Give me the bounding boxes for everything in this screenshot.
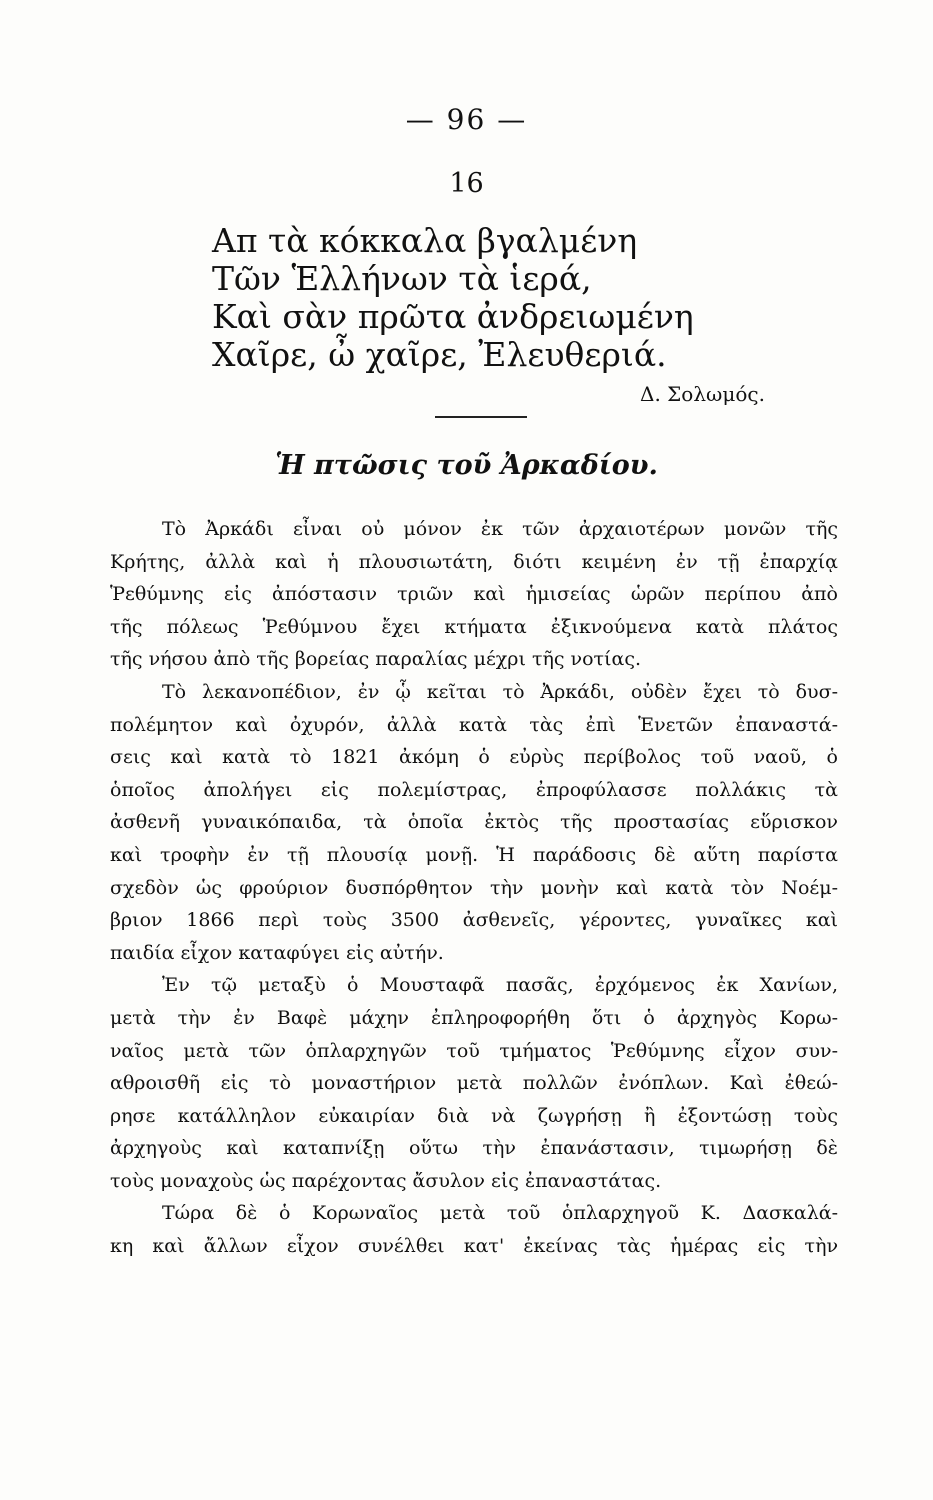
poem-line: Απ τὰ κόκκαλα βγαλμένη [212,221,638,260]
poem-line: Καὶ σὰν πρῶτα ἀνδρειωμένη [212,297,694,336]
page-number: — 96 — [405,103,528,136]
text-line: τοὺς μοναχοὺς ὡς παρέχοντας ἄσυλον εἰς ἐπαναστάτας. [110,1169,662,1192]
text-line: Τώρα δὲ ὁ Κορωναῖος μετὰ τοῦ ὁπλαρχηγοῦ Κ. Δασκαλά- [162,1202,838,1225]
text-line: Ῥεθύμνης εἰς ἀπόστασιν τριῶν καὶ ἡμισείας ὡρῶν περίπου ἀπὸ [110,583,838,606]
text-line: κη καὶ ἄλλων εἶχον συνέλθει κατ' ἐκείνας τὰς ἡμέρας εἰς τὴν [110,1235,838,1258]
poem-epigraph [212,222,692,374]
text-line: πολέμητον καὶ ὀχυρόν, ἀλλὰ κατὰ τὰς ἐπὶ Ἑνετῶν ἐπαναστά- [110,713,838,736]
poem-line: Χαῖρε, ὦ χαῖρε, Ἐλευθεριά. [212,335,667,374]
body-text [110,513,838,1263]
text-line: σχεδὸν ὡς φρούριον δυσπόρθητον τὴν μονὴν καὶ κατὰ τὸν Νοέμ- [110,876,838,899]
text-line: ναῖος μετὰ τῶν ὁπλαρχηγῶν τοῦ τμήματος Ῥεθύμνης εἶχον συν- [110,1039,838,1062]
text-line: μετὰ τὴν ἐν Βαφὲ μάχην ἐπληροφορήθη ὅτι ὁ ἀρχηγὸς Κορω- [110,1006,838,1029]
text-line: καὶ τροφὴν ἐν τῇ πλουσίᾳ μονῇ. Ἡ παράδοσις δὲ αὕτη παρίστα [110,843,838,866]
section-divider [435,416,527,418]
text-line: σεις καὶ κατὰ τὸ 1821 ἀκόμη ὁ εὐρὺς περίβολος τοῦ ναοῦ, ὁ [110,746,838,769]
poem-attribution: Δ. Σολωμός. [640,382,765,406]
text-line: ἀρχηγοὺς καὶ καταπνίξῃ οὕτω τὴν ἐπανάστασιν, τιμωρήσῃ δὲ [110,1137,838,1160]
text-line: ρησε κατάλληλον εὐκαιρίαν διὰ νὰ ζωγρήσῃ ἢ ἐξοντώσῃ τοὺς [110,1104,838,1127]
text-line: ὁποῖος ἀπολήγει εἰς πολεμίστρας, ἐπροφύλασσε πολλάκις τὰ [110,778,838,801]
text-line: Ἐν τῷ μεταξὺ ὁ Μουσταφᾶ πασᾶς, ἐρχόμενος ἐκ Χανίων, [162,974,838,997]
text-line: ἀσθενῆ γυναικόπαιδα, τὰ ὁποῖα ἐκτὸς τῆς προστασίας εὕρισκον [110,811,838,834]
text-line: τῆς πόλεως Ῥεθύμνου ἔχει κτήματα ἐξικνούμενα κατὰ πλάτος [110,615,838,638]
text-line: αθροισθῆ εἰς τὸ μοναστήριον μετὰ πολλῶν ἐνόπλων. Καὶ ἐθεώ- [110,1072,838,1095]
text-line: παιδία εἶχον καταφύγει εἰς αὐτήν. [110,941,444,964]
chapter-title: Ἡ πτῶσις τοῦ Ἀρκαδίου. [275,450,658,481]
text-line: Κρήτης, ἀλλὰ καὶ ἡ πλουσιωτάτη, διότι κειμένη ἐν τῇ ἐπαρχίᾳ [110,550,838,573]
text-line: Τὸ λεκανοπέδιον, ἐν ᾧ κεῖται τὸ Ἀρκάδι, οὐδὲν ἔχει τὸ δυσ- [162,680,838,703]
text-line: βριον 1866 περὶ τοὺς 3500 ἀσθενεῖς, γέροντες, γυναῖκες καὶ [110,909,838,932]
text-line: Τὸ Ἀρκάδι εἶναι οὐ μόνον ἐκ τῶν ἀρχαιοτέρων μονῶν τῆς [162,518,838,540]
text-line: τῆς νήσου ἀπὸ τῆς βορείας παραλίας μέχρι τῆς νοτίας. [110,648,641,671]
section-number: 16 [449,168,484,199]
poem-line: Τῶν Ἑλλήνων τὰ ἱερά, [212,259,592,298]
